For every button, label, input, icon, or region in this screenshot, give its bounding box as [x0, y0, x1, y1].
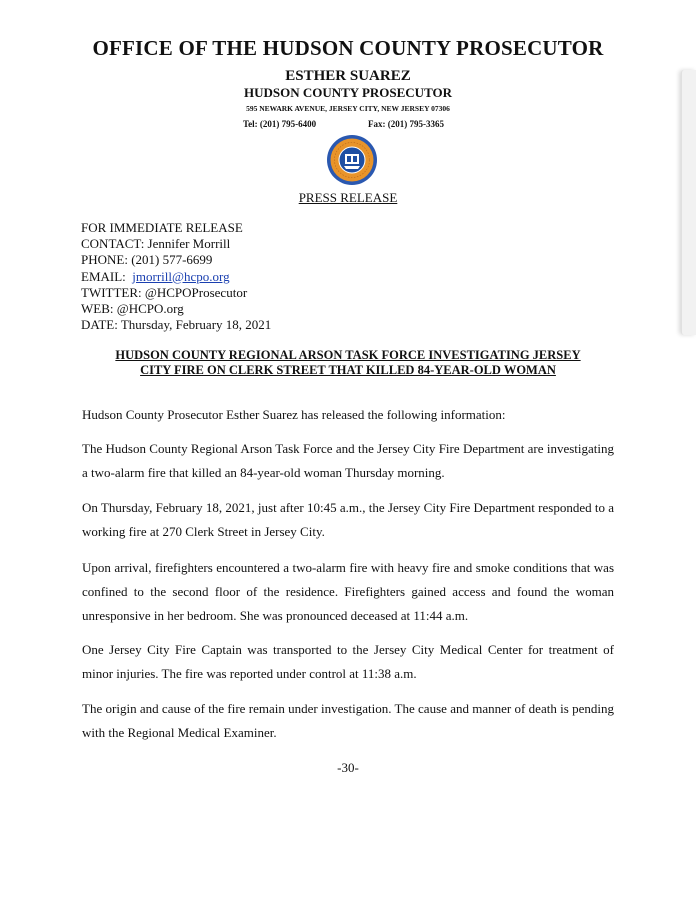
- paragraph-1: Hudson County Prosecutor Esther Suarez has released the following information:: [82, 407, 506, 422]
- paragraph-2: The Hudson County Regional Arson Task Force and the Jersey City Fire Department are investigating a two-alarm fire that killed an 84-year-old woman Thursday morning.: [82, 441, 614, 480]
- contact-twitter: TWITTER: @HCPOProsecutor: [81, 284, 248, 300]
- fax-number: Fax: (201) 795-3365: [368, 119, 444, 129]
- release-date: DATE: Thursday, February 18, 2021: [81, 317, 272, 333]
- press-release-label: PRESS RELEASE: [298, 190, 398, 205]
- prosecutor-name: ESTHER SUAREZ: [285, 68, 411, 84]
- contact-name: CONTACT: Jennifer Morrill: [81, 236, 231, 252]
- phone-line: [0, 119, 696, 133]
- paragraph-3: On Thursday, February 18, 2021, just after 10:45 a.m., the Jersey City Fire Department responded to a working fire at 270 Clerk Street in Jersey City.: [82, 500, 614, 539]
- tel-number: Tel: (201) 795-6400: [243, 119, 317, 129]
- paragraph-5: One Jersey City Fire Captain was transported to the Jersey City Medical Center for treatment of minor injuries. The fire was reported under control at 11:38 a.m.: [82, 642, 614, 681]
- immediate-release: FOR IMMEDIATE RELEASE: [81, 220, 243, 235]
- scrollbar-thumb[interactable]: [681, 70, 696, 335]
- headline: [70, 348, 626, 378]
- headline-line-2: CITY FIRE ON CLERK STREET THAT KILLED 84-YEAR-OLD WOMAN: [140, 363, 556, 377]
- contact-email-line: [81, 269, 271, 285]
- paragraph-4: Upon arrival, firefighters encountered a two-alarm fire with heavy fire and smoke conditions that was confined to the second floor of the residence. Firefighters gained access and found the woman unresponsive in her bedroom. She was pronounced deceased at 11:44 a.m.: [82, 560, 614, 623]
- contact-block: [81, 220, 271, 333]
- email-label: EMAIL:: [81, 268, 133, 284]
- paragraph-6: The origin and cause of the fire remain under investigation. The cause and manner of death is pending with the Regional Medical Examiner.: [82, 701, 614, 740]
- prosecutor-seal-icon: [326, 134, 378, 186]
- contact-web: WEB: @HCPO.org: [81, 301, 184, 317]
- email-link[interactable]: jmorrill@hcpo.org: [132, 268, 230, 284]
- prosecutor-title: HUDSON COUNTY PROSECUTOR: [243, 85, 453, 100]
- office-title: OFFICE OF THE HUDSON COUNTY PROSECUTOR: [92, 36, 604, 60]
- page-end-marker: -30-: [337, 760, 359, 775]
- headline-line-1: HUDSON COUNTY REGIONAL ARSON TASK FORCE INVESTIGATING JERSEY: [115, 348, 581, 362]
- contact-phone: PHONE: (201) 577-6699: [81, 252, 213, 268]
- office-address: 595 NEWARK AVENUE, JERSEY CITY, NEW JERSEY 07306: [246, 104, 450, 113]
